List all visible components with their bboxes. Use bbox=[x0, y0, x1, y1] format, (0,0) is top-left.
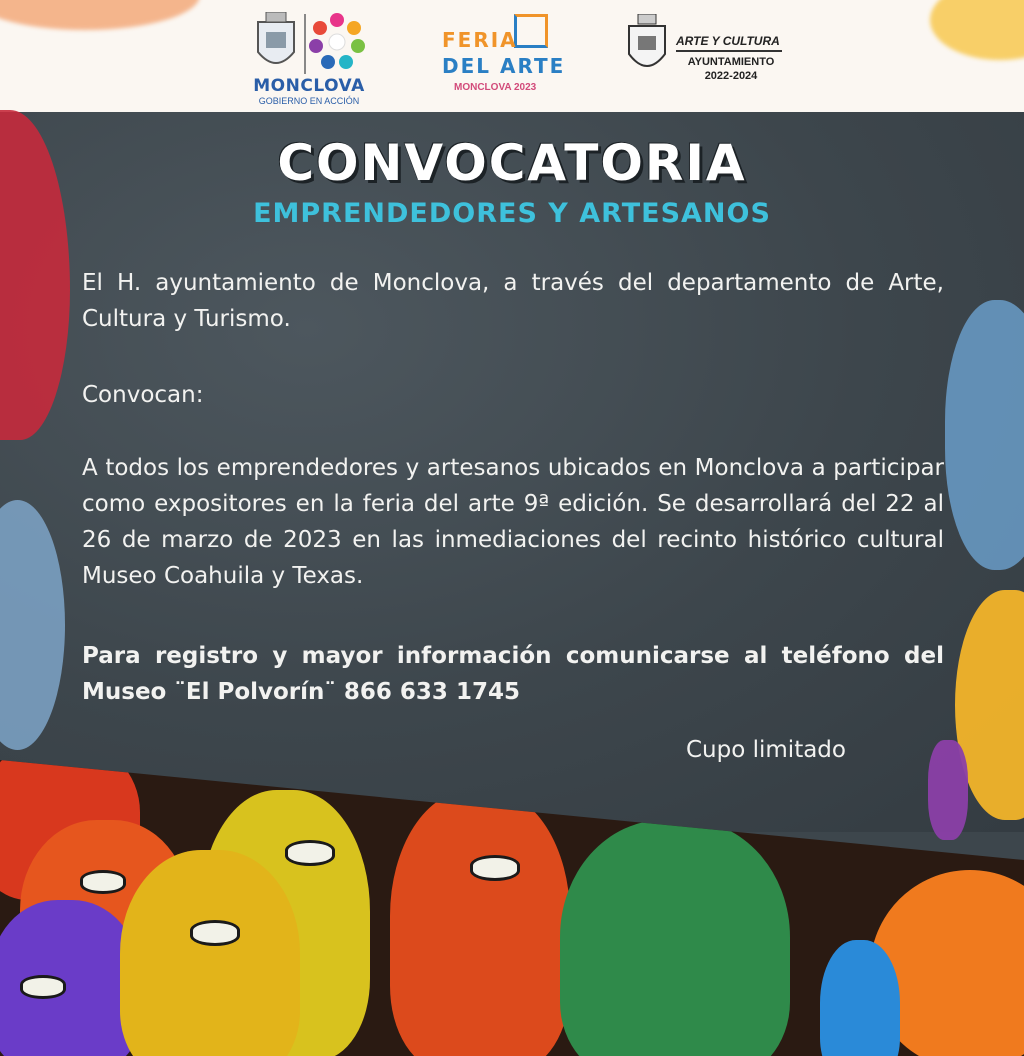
monclova-crest-icon bbox=[252, 12, 300, 76]
cat-eye bbox=[80, 870, 126, 894]
monclova-logo bbox=[250, 8, 370, 108]
feria-line2: DEL ARTE bbox=[442, 54, 566, 78]
cat-eye bbox=[190, 920, 240, 946]
craft-figure-green-cat bbox=[560, 820, 790, 1056]
arte-line2: AYUNTAMIENTO bbox=[687, 56, 775, 68]
feria-line1: FERIA bbox=[442, 28, 518, 52]
cat-eye bbox=[20, 975, 66, 999]
craft-figure-purple-cat bbox=[0, 900, 140, 1056]
paint-stroke-blue-right bbox=[945, 300, 1024, 570]
arte-cultura-logo bbox=[626, 8, 796, 108]
arte-underline bbox=[676, 50, 782, 52]
feria-del-arte-logo bbox=[440, 8, 566, 108]
flower-icon bbox=[308, 12, 366, 72]
paint-splash-orange bbox=[0, 0, 200, 30]
arte-line1: ARTE Y CULTURA bbox=[676, 34, 780, 48]
craft-figure-yellow-cat-front bbox=[120, 850, 300, 1056]
craft-figure-red-cat bbox=[390, 790, 570, 1056]
body-paragraph: A todos los emprendedores y artesanos ubicados en Monclova a participar como expositores en la feria del arte 9ª edición. Se desarrollará del 22 al 26 de marzo de 2023 en las inmediaciones del recinto histórico cultural Museo Coahuila y Texas. bbox=[82, 455, 944, 589]
cat-eye bbox=[470, 855, 520, 881]
feria-square-icon bbox=[514, 14, 548, 48]
logo-divider bbox=[304, 14, 306, 74]
limited-note: Cupo limitado bbox=[686, 737, 846, 763]
arte-line3: 2022-2024 bbox=[704, 70, 758, 82]
paint-splash-yellow bbox=[930, 0, 1024, 60]
header-banner bbox=[0, 0, 1024, 112]
poster-title: CONVOCATORIA bbox=[277, 134, 747, 192]
poster-subtitle: EMPRENDEDORES Y ARTESANOS bbox=[253, 198, 771, 229]
feria-line3: MONCLOVA 2023 bbox=[454, 82, 537, 93]
intro-paragraph: El H. ayuntamiento de Monclova, a través del departamento de Arte, Cultura y Turismo. bbox=[82, 270, 944, 332]
monclova-tagline: GOBIERNO EN ACCIÓN bbox=[258, 96, 360, 106]
cat-eye bbox=[285, 840, 335, 866]
craft-figure-blue-right bbox=[820, 940, 900, 1056]
paint-stroke-purple bbox=[928, 740, 968, 840]
contact-paragraph: Para registro y mayor información comunicarse al teléfono del Museo ¨El Polvorín¨ 866 633 1745 bbox=[82, 643, 944, 705]
monclova-name: MONCLOVA bbox=[253, 76, 365, 96]
ayuntamiento-crest-icon bbox=[626, 14, 668, 80]
convocan-label: Convocan: bbox=[82, 382, 204, 408]
